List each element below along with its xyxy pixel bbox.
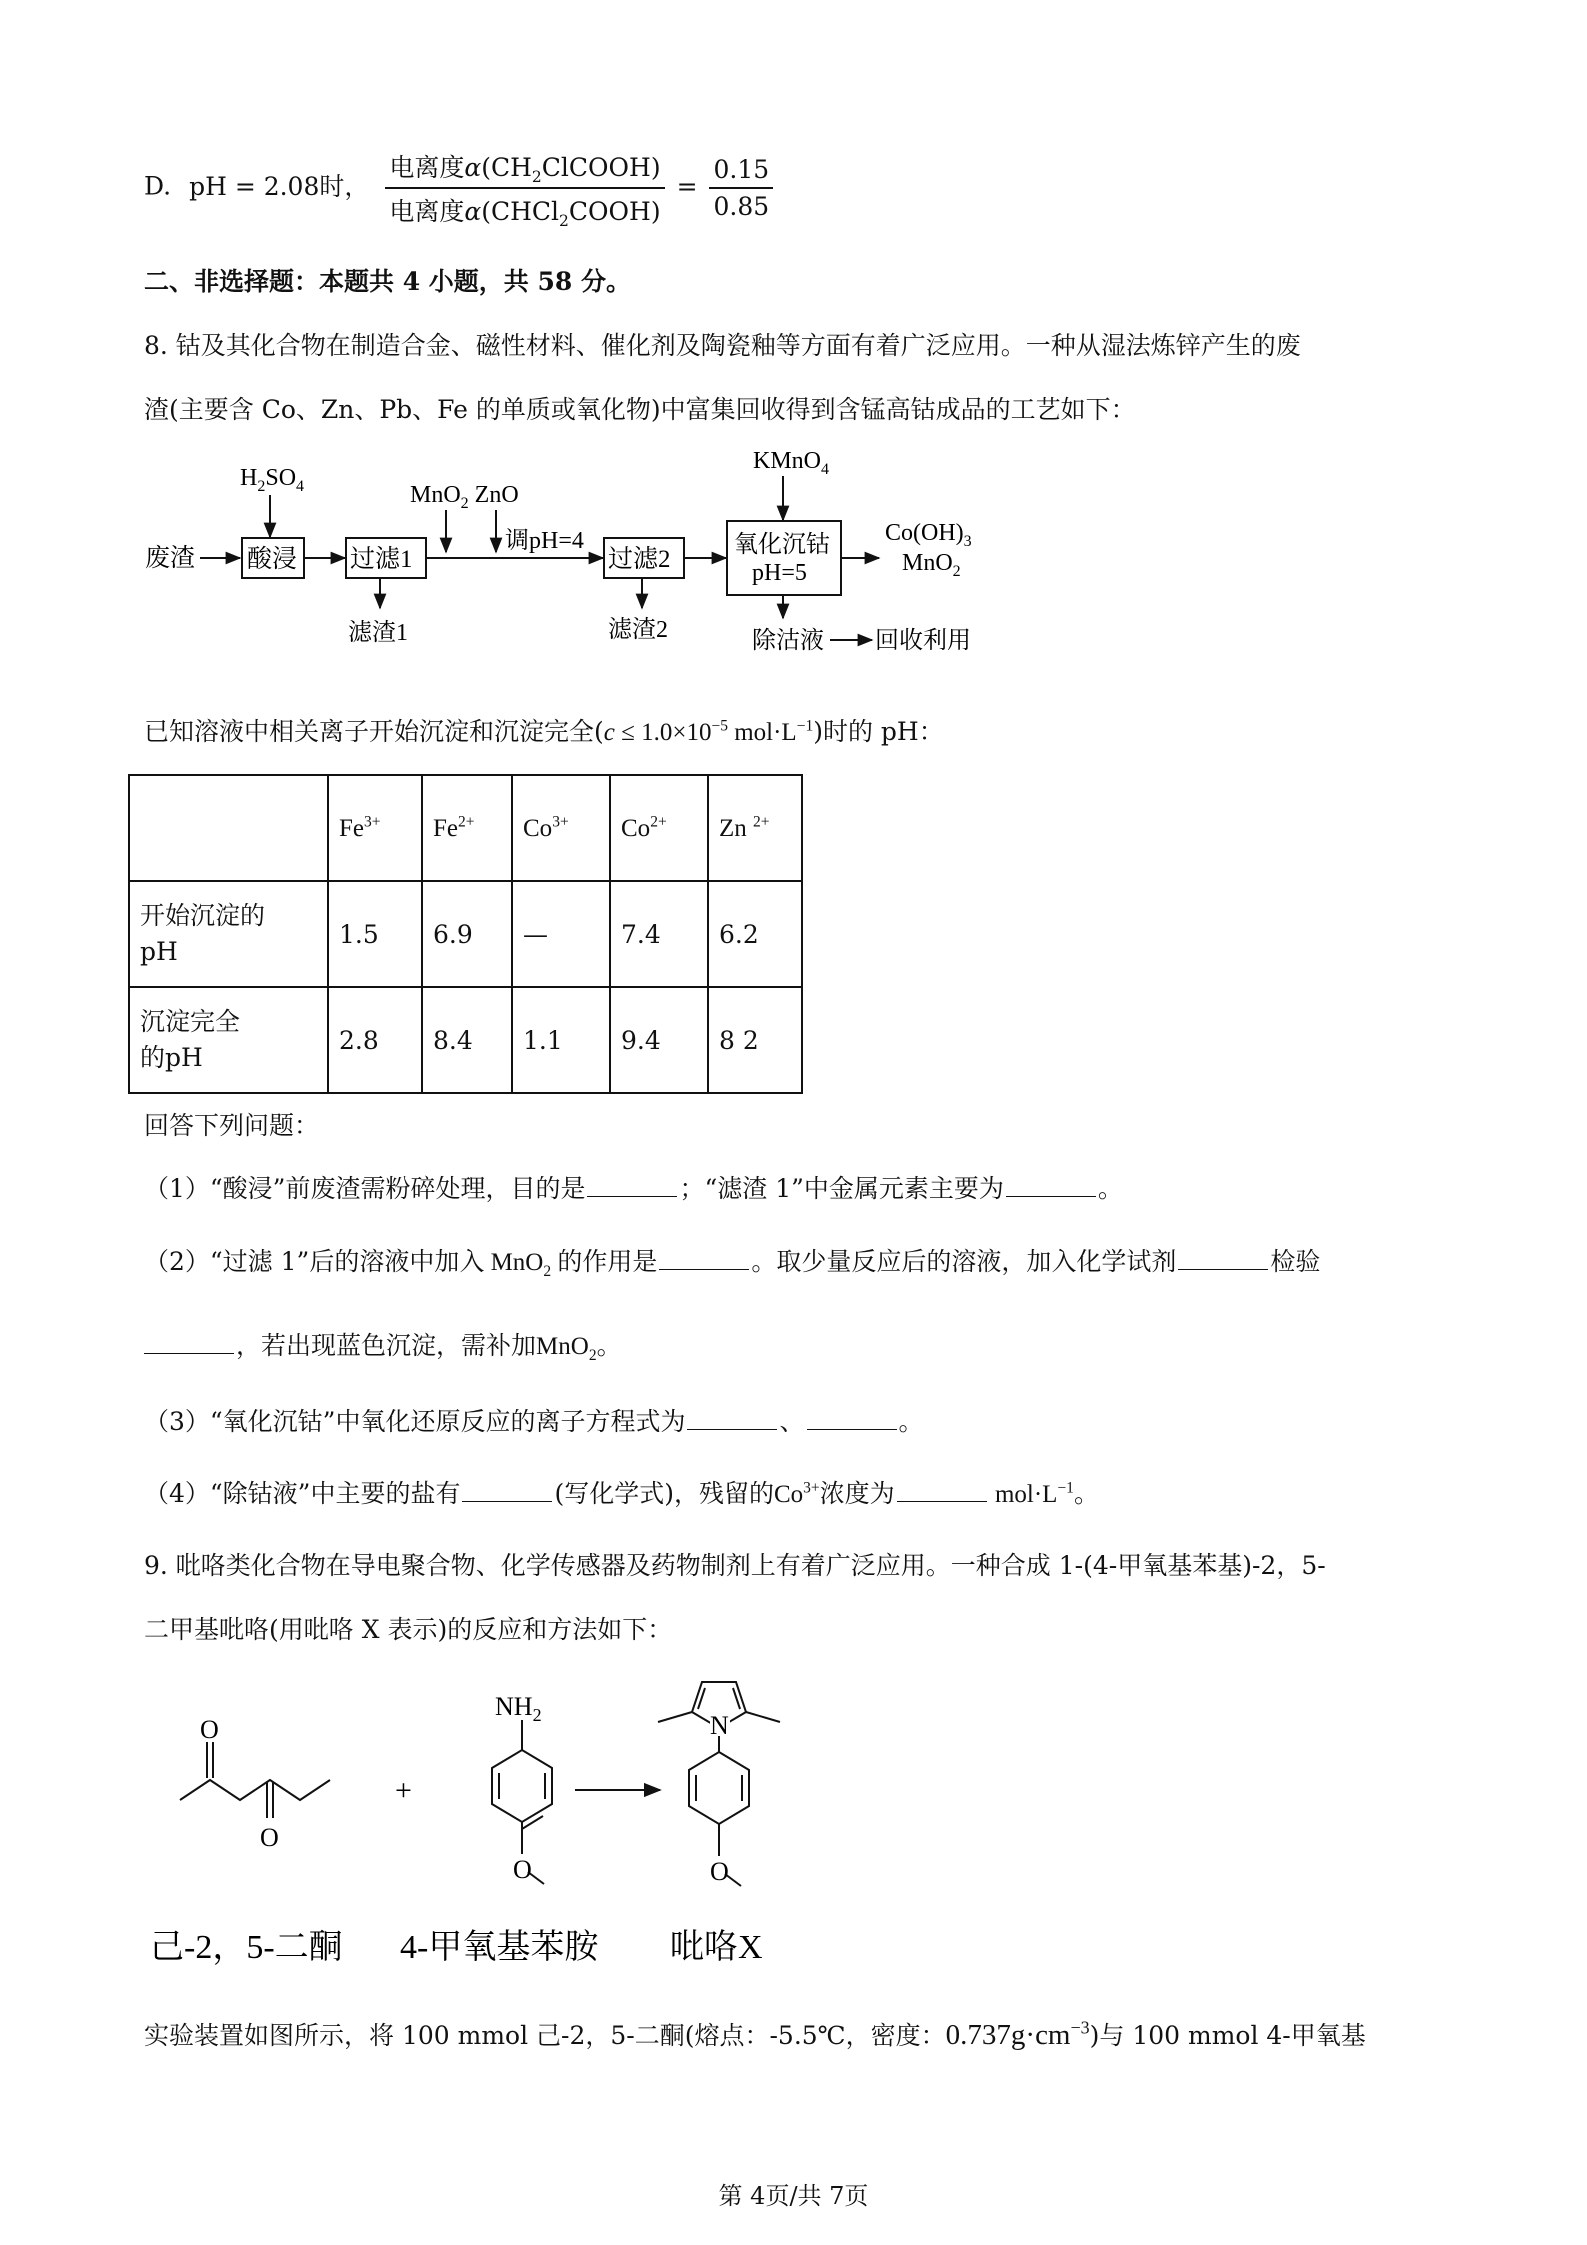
flow-oxidize-2: pH=5 <box>752 560 807 586</box>
row2-label: 沉淀完全 的pH <box>129 987 328 1093</box>
density-value: $0.737g\cdot cm^{-3}$ <box>945 2017 1090 2051</box>
known-condition: $c \le 1.0\times 10^{-5}$ $mol\cdot L^{-1}$ <box>603 717 814 746</box>
answer-blank[interactable] <box>1178 1251 1268 1270</box>
flow-waste: 废渣 <box>145 545 196 572</box>
ion-co2: $Co^{2+}$ <box>610 775 708 881</box>
q8-sub2-cont: ，若出现蓝色沉淀，需补加MnO$_2$。 <box>144 1326 622 1362</box>
name-methoxyaniline: 4-甲氧基苯胺 <box>400 1929 599 1966</box>
flow-product-1: $Co(OH)_3$ <box>885 520 972 550</box>
flow-filter2: 过滤2 <box>608 546 671 573</box>
process-flow-diagram <box>140 440 1040 670</box>
answer-blank[interactable] <box>462 1483 552 1502</box>
row1-cell: 1.5 <box>328 881 422 987</box>
row2-cell: 8 2 <box>708 987 802 1093</box>
row1-cell: — <box>512 881 610 987</box>
table-row <box>129 987 802 1093</box>
known-post: )时的 pH： <box>813 717 944 746</box>
row2-cell: 9.4 <box>610 987 708 1093</box>
answer-blank[interactable] <box>807 1411 897 1430</box>
ether-o-1: O <box>513 1855 532 1884</box>
reaction-scheme <box>140 1660 840 1980</box>
option-d-label: D. <box>144 171 172 201</box>
mno2-formula: MnO$_2$ <box>536 1333 597 1364</box>
pyrrole-n: N <box>710 1711 729 1740</box>
answer-prompt: 回答下列问题： <box>144 1111 320 1140</box>
row2-cell: 1.1 <box>512 987 610 1093</box>
answer-blank[interactable] <box>659 1251 749 1270</box>
reaction-plus: + <box>395 1774 412 1807</box>
flow-h2so4: $H_2SO_4$ <box>240 465 305 495</box>
row1-cell: 6.2 <box>708 881 802 987</box>
flow-kmno4: KMnO$_4$ <box>753 448 830 478</box>
option-d-fraction <box>385 148 664 228</box>
fraction-numerator: 电离度$\alpha(CH_2ClCOOH)$ <box>385 148 664 189</box>
table-row <box>129 881 802 987</box>
name-pyrrole-x: 吡咯X <box>670 1929 763 1966</box>
option-d-value <box>709 155 773 221</box>
fraction-denominator: 电离度α(CHCl$_2$COOH) <box>389 197 661 230</box>
ketone-o-bottom: O <box>260 1823 279 1852</box>
flow-filter1: 过滤1 <box>350 546 413 573</box>
mno2-formula: MnO$_2$ <box>484 1249 552 1280</box>
flow-oxidize-1: 氧化沉钴 <box>734 532 830 558</box>
q8-sub3: （3）“氧化沉钴”中氧化还原反应的离子方程式为 、 。 <box>144 1407 924 1436</box>
q9-experiment-line: 实验装置如图所示，将 100 mmol 己-2，5-二酮(熔点：-5.5℃，密度：$0.737g\cdot cm^{-3}$)与 100 mmol 4-甲氧基 <box>144 2017 1366 2051</box>
row1-cell: 7.4 <box>610 881 708 987</box>
q8-sub1: （1）“酸浸”前废渣需粉碎处理，目的是 ；“滤渣 1”中金属元素主要为 。 <box>144 1174 1123 1203</box>
amine-nh2: $NH_2$ <box>495 1692 542 1725</box>
q8-intro-line1: 8. 钴及其化合物在制造合金、磁性材料、催化剂及陶瓷釉等方面有着广泛应用。一种从湿法炼锌产生的废 <box>144 331 1301 360</box>
ion-co3: $Co^{3+}$ <box>512 775 610 881</box>
ketone-o-top: O <box>200 1715 219 1744</box>
q8-sub4: （4）“除钴液”中主要的盐有 (写化学式)，残留的$Co^{3+}$浓度为 $mol\cdot L^{-1}$。 <box>144 1479 1099 1508</box>
table-header-row <box>129 775 802 881</box>
flow-adjust-ph: 调pH=4 <box>505 528 584 554</box>
co3-ion: $Co^{3+}$ <box>773 1479 820 1508</box>
option-d-condition: pH = 2.08时， <box>189 171 370 201</box>
q8-sub2: （2）“过滤 1”后的溶液中加入 MnO$_2$ 的作用是 。取少量反应后的溶液，加入化学试剂 检验 <box>144 1247 1321 1280</box>
flow-acid-leach: 酸浸 <box>247 546 298 573</box>
ether-o-2: O <box>710 1857 729 1886</box>
precipitation-table <box>128 774 803 1094</box>
table-corner-cell <box>129 775 328 881</box>
q9-intro-line1: 9. 吡咯类化合物在导电聚合物、化学传感器及药物制剂上有着广泛应用。一种合成 1-(4-甲氧基苯基)-2，5- <box>144 1551 1326 1580</box>
answer-blank[interactable] <box>144 1335 234 1354</box>
fraction-equals: = <box>676 171 698 201</box>
q9-intro-line2: 二甲基吡咯(用吡咯 X 表示)的反应和方法如下： <box>144 1615 673 1644</box>
name-hexanedione: 己-2，5-二酮 <box>150 1929 343 1966</box>
page-footer: 第 4页/共 7页 <box>718 2182 869 2210</box>
value-denominator: 0.85 <box>713 192 770 221</box>
answer-blank[interactable] <box>587 1178 677 1197</box>
known-pre: 已知溶液中相关离子开始沉淀和沉淀完全( <box>144 717 604 746</box>
flow-residue1: 滤渣1 <box>348 620 408 646</box>
answer-blank[interactable] <box>687 1411 777 1430</box>
q8-known-line <box>144 712 944 748</box>
section-title: 二、非选择题：本题共 4 小题，共 58 分。 <box>144 267 632 296</box>
row2-cell: 8.4 <box>422 987 512 1093</box>
row2-cell: 2.8 <box>328 987 422 1093</box>
flow-product-2: MnO$_2$ <box>902 550 961 580</box>
unit-mol-per-l: $mol\cdot L^{-1}$ <box>988 1479 1074 1508</box>
row1-label: 开始沉淀的 pH <box>129 881 328 987</box>
flow-recycle: 回收利用 <box>875 628 971 654</box>
answer-blank[interactable] <box>897 1483 987 1502</box>
row1-cell: 6.9 <box>422 881 512 987</box>
ion-zn2: Zn $^{2+}$ <box>708 775 802 881</box>
q8-intro-line2: 渣(主要含 Co、Zn、Pb、Fe 的单质或氧化物)中富集回收得到含锰高钴成品的工艺如下： <box>144 395 1136 424</box>
flow-residue2: 滤渣2 <box>608 617 668 643</box>
flow-mno2-zno: MnO$_2$ ZnO <box>410 482 519 512</box>
flow-decobalt: 除沽液 <box>752 628 824 654</box>
answer-blank[interactable] <box>1006 1178 1096 1197</box>
ion-fe3: $Fe^{3+}$ <box>328 775 422 881</box>
ion-fe2: $Fe^{2+}$ <box>422 775 512 881</box>
hexanedione-structure <box>180 1742 330 1818</box>
value-numerator: 0.15 <box>709 155 773 189</box>
option-d <box>144 148 773 228</box>
